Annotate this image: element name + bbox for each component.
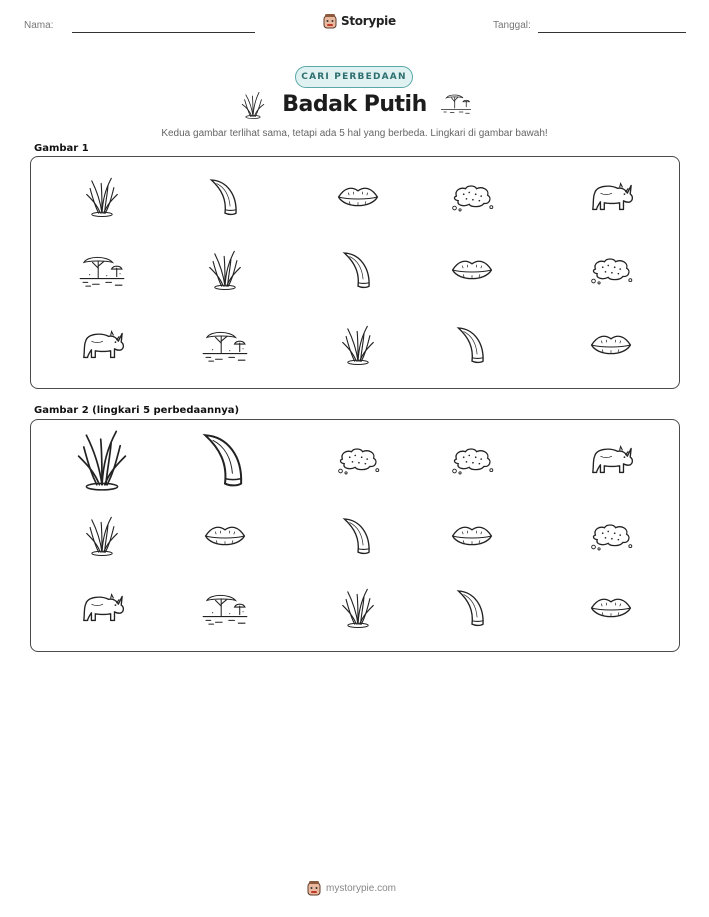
horn-icon[interactable]	[341, 247, 375, 293]
lips-icon[interactable]	[449, 255, 495, 285]
mud-icon[interactable]	[588, 520, 634, 552]
picture2-label: Gambar 2 (lingkari 5 perbedaannya)	[34, 405, 240, 416]
storypie-footer-logo-icon	[307, 880, 321, 896]
mud-icon[interactable]	[449, 181, 495, 213]
footer	[307, 880, 396, 896]
horn-icon[interactable]	[341, 513, 375, 559]
savanna-icon[interactable]	[78, 251, 126, 289]
date-line[interactable]	[538, 32, 686, 33]
rhino-icon[interactable]	[78, 327, 126, 363]
footer-site: mystorypie.com	[326, 882, 397, 894]
lips-icon[interactable]	[588, 593, 634, 623]
lips-icon[interactable]	[335, 182, 381, 212]
picture1-label: Gambar 1	[34, 143, 89, 154]
grass-icon[interactable]	[341, 585, 375, 631]
mud-icon[interactable]	[335, 444, 381, 476]
lips-icon[interactable]	[588, 330, 634, 360]
grass-icon[interactable]	[85, 513, 119, 559]
savanna-icon[interactable]	[201, 326, 249, 364]
grass-icon[interactable]	[341, 322, 375, 368]
lips-icon[interactable]	[202, 521, 248, 551]
lips-icon[interactable]	[449, 521, 495, 551]
savanna-icon[interactable]	[201, 589, 249, 627]
instruction-text: Kedua gambar terlihat sama, tetapi ada 5 hal yang berbeda. Lingkari di gambar bawah!	[161, 128, 548, 139]
activity-badge: CARI PERBEDAAN	[295, 66, 413, 88]
horn-icon[interactable]	[455, 322, 489, 368]
savanna-icon	[440, 90, 472, 116]
horn-icon[interactable]	[208, 174, 242, 220]
brand	[323, 13, 396, 29]
page-title: Badak Putih	[282, 92, 427, 117]
name-line[interactable]	[72, 32, 255, 33]
storypie-logo-icon	[323, 13, 337, 29]
grass-icon[interactable]	[76, 427, 128, 493]
grass-icon[interactable]	[208, 247, 242, 293]
grass-icon[interactable]	[85, 174, 119, 220]
horn-icon[interactable]	[455, 585, 489, 631]
mud-icon[interactable]	[449, 444, 495, 476]
name-label: Nama:	[24, 20, 54, 31]
brand-name: Storypie	[341, 14, 396, 28]
rhino-icon[interactable]	[78, 590, 126, 626]
date-label: Tanggal:	[493, 20, 531, 31]
rhino-icon[interactable]	[587, 179, 635, 215]
rhino-icon[interactable]	[587, 442, 635, 478]
horn-icon[interactable]	[194, 429, 256, 491]
mud-icon[interactable]	[588, 254, 634, 286]
